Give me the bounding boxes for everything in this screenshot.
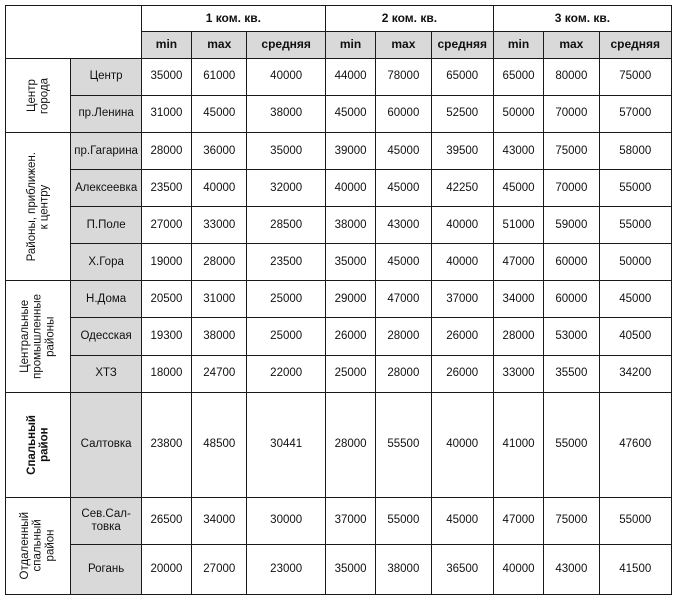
value-cell: 23500 <box>141 170 191 207</box>
value-cell: 55000 <box>599 170 671 207</box>
region-cell <box>6 133 71 281</box>
district-cell: Х.Гора <box>71 244 141 281</box>
value-cell: 55500 <box>376 392 431 497</box>
value-cell: 55000 <box>599 497 671 544</box>
value-cell: 45000 <box>431 497 493 544</box>
value-cell: 55000 <box>376 497 431 544</box>
value-cell: 51000 <box>493 207 543 244</box>
value-cell: 26000 <box>431 355 493 392</box>
region-cell <box>6 392 71 497</box>
value-cell: 26500 <box>141 497 191 544</box>
value-cell: 40000 <box>431 207 493 244</box>
value-cell: 40500 <box>599 318 671 355</box>
value-cell: 23000 <box>247 544 325 594</box>
table-row <box>6 244 672 281</box>
group-header: 3 ком. кв. <box>493 6 671 32</box>
subheader-max: max <box>544 32 599 59</box>
subheader-avg: средняя <box>599 32 671 59</box>
value-cell: 19300 <box>141 318 191 355</box>
table-row <box>6 355 672 392</box>
region-label: Центральные промышленные районы <box>19 294 57 379</box>
value-cell: 31000 <box>141 96 191 133</box>
value-cell: 35000 <box>247 133 325 170</box>
value-cell: 53000 <box>544 318 599 355</box>
value-cell: 40000 <box>431 392 493 497</box>
value-cell: 38000 <box>192 318 247 355</box>
value-cell: 39000 <box>325 133 375 170</box>
value-cell: 43000 <box>493 133 543 170</box>
subheader-avg: средняя <box>431 32 493 59</box>
value-cell: 40000 <box>247 59 325 96</box>
value-cell: 50000 <box>493 96 543 133</box>
value-cell: 50000 <box>599 244 671 281</box>
value-cell: 23500 <box>247 244 325 281</box>
value-cell: 45000 <box>325 96 375 133</box>
subheader-min: min <box>141 32 191 59</box>
subheader-avg: средняя <box>247 32 325 59</box>
value-cell: 25000 <box>247 318 325 355</box>
value-cell: 34000 <box>493 281 543 318</box>
value-cell: 38000 <box>376 544 431 594</box>
region-label: Районы, приближен. к центру <box>25 152 51 262</box>
value-cell: 47600 <box>599 392 671 497</box>
value-cell: 27000 <box>141 207 191 244</box>
value-cell: 40000 <box>192 170 247 207</box>
value-cell: 35000 <box>325 244 375 281</box>
corner-cell <box>6 6 142 59</box>
value-cell: 37000 <box>431 281 493 318</box>
value-cell: 36500 <box>431 544 493 594</box>
value-cell: 19000 <box>141 244 191 281</box>
value-cell: 44000 <box>325 59 375 96</box>
value-cell: 41500 <box>599 544 671 594</box>
value-cell: 42250 <box>431 170 493 207</box>
value-cell: 45000 <box>376 133 431 170</box>
value-cell: 24700 <box>192 355 247 392</box>
district-cell: ХТЗ <box>71 355 141 392</box>
value-cell: 35000 <box>141 59 191 96</box>
value-cell: 47000 <box>493 497 543 544</box>
value-cell: 52500 <box>431 96 493 133</box>
subheader-min: min <box>493 32 543 59</box>
table-row <box>6 170 672 207</box>
subheader-max: max <box>376 32 431 59</box>
value-cell: 43000 <box>376 207 431 244</box>
value-cell: 40000 <box>493 544 543 594</box>
value-cell: 28000 <box>141 133 191 170</box>
value-cell: 28000 <box>376 318 431 355</box>
value-cell: 45000 <box>376 244 431 281</box>
value-cell: 60000 <box>544 244 599 281</box>
value-cell: 35500 <box>544 355 599 392</box>
region-cell <box>6 497 71 594</box>
value-cell: 45000 <box>376 170 431 207</box>
table-row <box>6 497 672 544</box>
value-cell: 61000 <box>192 59 247 96</box>
value-cell: 26000 <box>325 318 375 355</box>
table-row <box>6 96 672 133</box>
district-cell: Одесская <box>71 318 141 355</box>
district-cell: Сев.Сал- товка <box>71 497 141 544</box>
value-cell: 18000 <box>141 355 191 392</box>
value-cell: 57000 <box>599 96 671 133</box>
value-cell: 23800 <box>141 392 191 497</box>
value-cell: 31000 <box>192 281 247 318</box>
value-cell: 78000 <box>376 59 431 96</box>
value-cell: 65000 <box>493 59 543 96</box>
value-cell: 43000 <box>544 544 599 594</box>
district-cell: П.Поле <box>71 207 141 244</box>
value-cell: 45000 <box>192 96 247 133</box>
value-cell: 20000 <box>141 544 191 594</box>
district-cell: Центр <box>71 59 141 96</box>
value-cell: 38000 <box>247 96 325 133</box>
value-cell: 28000 <box>493 318 543 355</box>
value-cell: 28000 <box>325 392 375 497</box>
value-cell: 75000 <box>544 497 599 544</box>
table-row <box>6 392 672 497</box>
value-cell: 60000 <box>544 281 599 318</box>
value-cell: 75000 <box>544 133 599 170</box>
value-cell: 20500 <box>141 281 191 318</box>
value-cell: 36000 <box>192 133 247 170</box>
value-cell: 35000 <box>325 544 375 594</box>
value-cell: 26000 <box>431 318 493 355</box>
table-row <box>6 133 672 170</box>
value-cell: 39500 <box>431 133 493 170</box>
value-cell: 29000 <box>325 281 375 318</box>
value-cell: 58000 <box>599 133 671 170</box>
value-cell: 28000 <box>192 244 247 281</box>
value-cell: 34200 <box>599 355 671 392</box>
value-cell: 34000 <box>192 497 247 544</box>
table-row <box>6 207 672 244</box>
value-cell: 27000 <box>192 544 247 594</box>
price-table <box>5 5 672 595</box>
value-cell: 47000 <box>493 244 543 281</box>
value-cell: 48500 <box>192 392 247 497</box>
value-cell: 25000 <box>325 355 375 392</box>
region-label: Центр города <box>25 77 51 114</box>
district-cell: Н.Дома <box>71 281 141 318</box>
value-cell: 30441 <box>247 392 325 497</box>
district-cell: пр.Гагарина <box>71 133 141 170</box>
region-label: Отдаленный спальный район <box>19 512 57 580</box>
value-cell: 37000 <box>325 497 375 544</box>
value-cell: 65000 <box>431 59 493 96</box>
district-cell: Салтовка <box>71 392 141 497</box>
value-cell: 28500 <box>247 207 325 244</box>
district-cell: Алексеевка <box>71 170 141 207</box>
table-row <box>6 281 672 318</box>
value-cell: 45000 <box>599 281 671 318</box>
value-cell: 47000 <box>376 281 431 318</box>
subheader-min: min <box>325 32 375 59</box>
value-cell: 25000 <box>247 281 325 318</box>
value-cell: 45000 <box>493 170 543 207</box>
value-cell: 40000 <box>325 170 375 207</box>
value-cell: 55000 <box>544 392 599 497</box>
value-cell: 70000 <box>544 170 599 207</box>
value-cell: 59000 <box>544 207 599 244</box>
value-cell: 28000 <box>376 355 431 392</box>
table-row <box>6 544 672 594</box>
value-cell: 22000 <box>247 355 325 392</box>
group-header: 1 ком. кв. <box>141 6 325 32</box>
value-cell: 32000 <box>247 170 325 207</box>
district-cell: Рогань <box>71 544 141 594</box>
table-row <box>6 318 672 355</box>
region-cell <box>6 281 71 392</box>
value-cell: 60000 <box>376 96 431 133</box>
value-cell: 75000 <box>599 59 671 96</box>
value-cell: 33000 <box>493 355 543 392</box>
group-header: 2 ком. кв. <box>325 6 493 32</box>
value-cell: 80000 <box>544 59 599 96</box>
table-row <box>6 59 672 96</box>
subheader-max: max <box>192 32 247 59</box>
value-cell: 33000 <box>192 207 247 244</box>
table-body <box>6 59 672 595</box>
value-cell: 55000 <box>599 207 671 244</box>
region-label: Спальный район <box>25 414 51 475</box>
value-cell: 38000 <box>325 207 375 244</box>
value-cell: 41000 <box>493 392 543 497</box>
district-cell: пр.Ленина <box>71 96 141 133</box>
region-cell <box>6 59 71 133</box>
value-cell: 40000 <box>431 244 493 281</box>
value-cell: 70000 <box>544 96 599 133</box>
value-cell: 30000 <box>247 497 325 544</box>
